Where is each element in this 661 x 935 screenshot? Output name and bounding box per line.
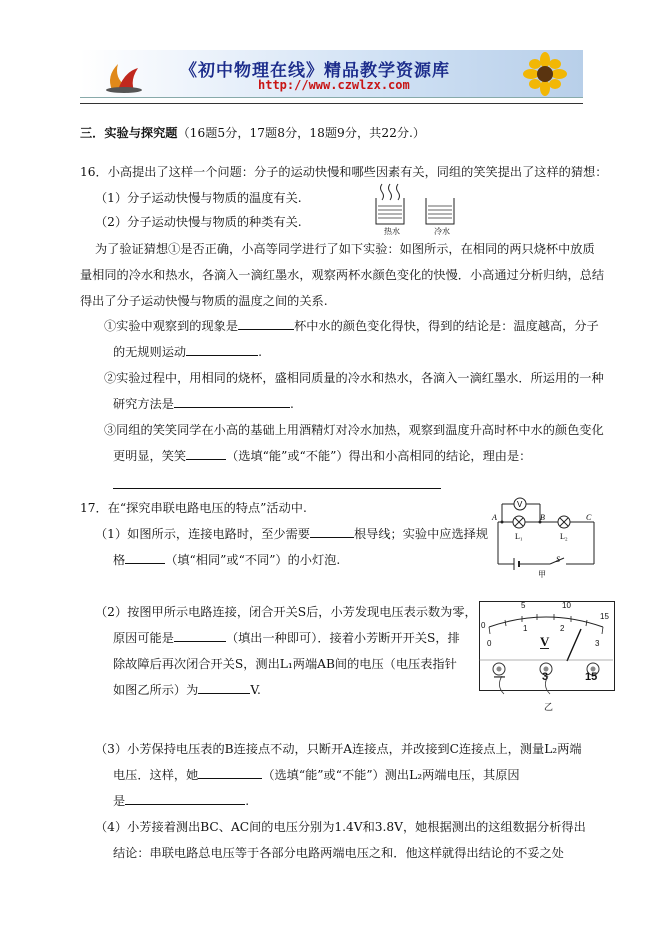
q16-sub-3-cont: 更明显，笑笑 （选填“能”或“不能”）得出和小高相同的结论，理由是： [113, 449, 532, 463]
circuit-node-b: B [540, 513, 545, 522]
circuit-voltmeter-label: V [517, 500, 523, 509]
q16-sub-1: ①实验中观察到的现象是 杯中水的颜色变化得快，得到的结论是：温度越高，分子 [104, 319, 599, 333]
circuit-node-a: A [492, 513, 497, 522]
sunflower-icon [510, 52, 580, 96]
answer-blank[interactable] [198, 767, 262, 779]
meter-top-10: 10 [562, 601, 571, 610]
circuit-node-c: C [586, 513, 592, 522]
q17-part-4-b: 结论：串联电路总电压等于各部分电路两端电压之和．他这样就得出结论的不妥之处 [113, 846, 564, 860]
q16-guess-2: （2）分子运动快慢与物质的种类有关. [95, 215, 302, 229]
circuit-diagram [488, 492, 600, 578]
terminal-3: 3 [542, 671, 549, 683]
meter-unit: V [540, 634, 550, 649]
meter-top-15: 15 [600, 612, 609, 621]
answer-blank[interactable] [238, 318, 294, 330]
q17-part-3: （3）小芳保持电压表的B连接点不动，只断开A连接点，并改接到C连接点上，测量L₂两端 [95, 742, 582, 756]
circuit-switch-label: S [556, 555, 560, 564]
q16-para-1: 为了验证猜想①是否正确，小高等同学进行了如下实验：如图所示，在相同的两只烧杯中放质 [95, 242, 595, 256]
answer-blank[interactable] [310, 526, 354, 538]
logo-icon [104, 56, 144, 94]
answer-blank[interactable] [125, 793, 245, 805]
meter-bottom-1: 1 [523, 624, 528, 633]
header-divider [80, 103, 583, 104]
section-heading: 三．实验与探究题（16题5分，17题8分，18题9分，共22分.） [80, 126, 426, 140]
meter-wires [496, 674, 566, 696]
terminal-15: 15 [585, 671, 598, 683]
q17-part-2: （2）按图甲所示电路连接，闭合开关S后，小芳发现电压表示数为零， [95, 605, 477, 619]
q16-guess-1: （1）分子运动快慢与物质的温度有关. [95, 191, 302, 205]
answer-blank[interactable] [186, 448, 226, 460]
meter-top-0: 0 [481, 621, 486, 630]
q16-sub-2: ②实验过程中，用相同的烧杯，盛相同质量的冷水和热水，各滴入一滴红墨水．所运用的一种 [104, 371, 604, 385]
meter-bottom-3: 3 [595, 639, 600, 648]
q16-para-2: 量相同的冷水和热水，各滴入一滴红墨水，观察两杯水颜色变化的快慢．小高通过分析归纳，总结 [80, 268, 605, 282]
q17-part-2-d: 如图乙所示）为 V. [113, 683, 261, 697]
banner-title: 《初中物理在线》精品教学资源库 [180, 61, 450, 81]
answer-blank[interactable] [125, 552, 165, 564]
q17-part-1-cont: 格 （填“相同”或“不同”）的小灯泡. [113, 553, 341, 567]
banner-url[interactable]: http://www.czwlzx.com [258, 78, 410, 92]
q16-sub-3: ③同组的笑笑同学在小高的基础上用酒精灯对冷水加热，观察到温度升高时杯中水的颜色变化 [104, 423, 604, 437]
answer-blank[interactable] [186, 344, 258, 356]
answer-blank[interactable] [174, 630, 226, 642]
beaker-hot-label: 热水 [384, 227, 400, 236]
answer-line[interactable] [113, 488, 441, 489]
meter-bottom-0: 0 [487, 639, 492, 648]
q16-para-3: 得出了分子运动快慢与物质的温度之间的关系. [80, 294, 328, 308]
q17-part-1: （1）如图所示，连接电路时，至少需要 根导线；实验中应选择规 [95, 527, 489, 541]
beakers-figure [368, 178, 468, 240]
circuit-caption: 甲 [538, 570, 546, 578]
q17-part-3-b: 电压．这样，她 （选填“能”或“不能”）测出L₂两端电压，其原因 [113, 768, 520, 782]
circuit-lamp-2: L₂ [560, 532, 568, 541]
q16-sub-1-cont: 的无规则运动 . [113, 345, 262, 359]
answer-blank[interactable] [198, 682, 250, 694]
beaker-cold-label: 冷水 [434, 227, 450, 236]
meter-bottom-2: 2 [560, 624, 565, 633]
terminal-negative: — [494, 671, 505, 683]
q17-part-2-c: 除故障后再次闭合开关S，测出L₁两端AB间的电压（电压表指针 [113, 657, 457, 671]
meter-caption: 乙 [544, 702, 554, 712]
q17-part-2-b: 原因可能是 （填出一种即可）．接着小芳断开开关S，排 [113, 631, 460, 645]
q16-intro: 16．小高提出了这样一个问题：分子的运动快慢和哪些因素有关，同组的笑笑提出了这样的猜想： [80, 165, 608, 179]
q17-intro: 17．在“探究串联电路电压的特点”活动中. [80, 501, 307, 515]
answer-blank[interactable] [174, 396, 290, 408]
meter-top-5: 5 [521, 601, 526, 610]
circuit-lamp-1: L₁ [515, 532, 523, 541]
q16-sub-2-cont: 研究方法是 . [113, 397, 294, 411]
q17-part-3-c: 是 . [113, 794, 250, 808]
q17-part-4: （4）小芳接着测出BC、AC间的电压分别为1.4V和3.8V，她根据测出的这组数据分析得出 [95, 820, 586, 834]
